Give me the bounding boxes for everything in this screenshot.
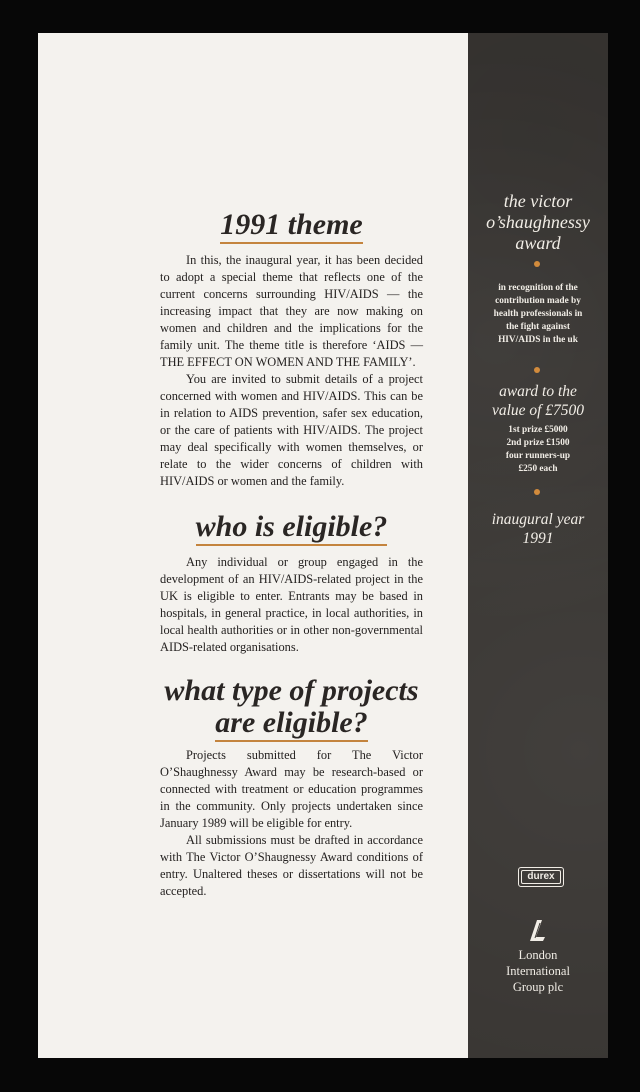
london-international-logo-icon [530,920,548,942]
paragraph: You are invited to submit details of a project concerned with women and HIV/AIDS. This can be in relation to AIDS prevention, safer sex education, or the care of patients with HIV/AIDS. The project may deal specifically with women themselves, or relate to the wider concerns of children with HIV/AIDS or women and the family. [160,372,423,488]
heading-line-1: what type of projects [164,674,419,707]
award-title-line: the victor [503,191,573,211]
company-name [468,947,608,995]
prize-line: 1st prize £5000 [508,425,568,435]
paragraph: In this, the inaugural year, it has been decided to adopt a special theme that reflects one of the current concerns surrounding HIV/AIDS — the increasing impact that they are now making on women and children and the implications for the family unit. The theme title is therefore ‘AIDS — THE EFFECT ON WOMEN AND THE FAMILY’. [160,253,423,369]
year-line: inaugural year [491,511,585,528]
heading-text: who is eligible? [196,511,388,546]
prize-line: four runners-up [505,451,571,461]
company-line: International [506,964,570,978]
section-heading-projects [160,675,423,742]
bullet-dot [534,489,540,495]
recognition-line: in recognition of the [498,283,578,293]
section-body-projects [160,747,423,900]
durex-logo-text: durex [521,870,561,884]
award-title-line: o’shaughnessy [486,212,590,232]
section-body-eligible [160,554,423,656]
heading-text: 1991 theme [220,209,363,244]
prize-line: 2nd prize £1500 [506,438,570,448]
document-page [38,33,468,1058]
inaugural-year [468,510,608,548]
prize-line: £250 each [518,464,558,474]
recognition-line: HIV/AIDS in the uk [498,335,578,345]
durex-logo [518,867,564,887]
paragraph: Any individual or group engaged in the development of an HIV/AIDS-related project in the UK is eligible to enter. Entrants may be based in hospitals, in general practice, in local authorities, in local health authorities or in other non-governmental AIDS-related organisations. [160,555,423,654]
bullet-dot [534,261,540,267]
heading-line-2: are eligible? [215,707,367,742]
recognition-line: health professionals in [493,309,583,319]
company-line: London [518,948,558,962]
paragraph: Projects submitted for The Victor O’Shaughnessy Award may be research-based or connected with treatment or education programmes in the community. Only projects undertaken since January 1989 will be eligible for entry. [160,748,423,830]
year-line: 1991 [522,530,554,547]
award-value-line: value of £7500 [491,402,585,419]
award-title [468,191,608,254]
award-value-line: award to the [499,383,577,400]
recognition-line: the fight against [505,322,571,332]
prize-list [468,424,608,476]
company-line: Group plc [512,980,564,994]
section-heading-eligible [160,511,423,546]
bullet-dot [534,367,540,373]
award-title-line: award [515,233,561,253]
recognition-text [468,282,608,347]
recognition-line: contribution made by [495,296,581,306]
award-value [468,382,608,420]
award-sidebar [468,33,608,1058]
paragraph: All submissions must be drafted in accordance with The Victor O’Shaugnessy Award conditions of entry. Unaltered theses or dissertations will not be accepted. [160,833,423,898]
section-heading-theme [160,209,423,244]
section-body-theme [160,252,423,490]
